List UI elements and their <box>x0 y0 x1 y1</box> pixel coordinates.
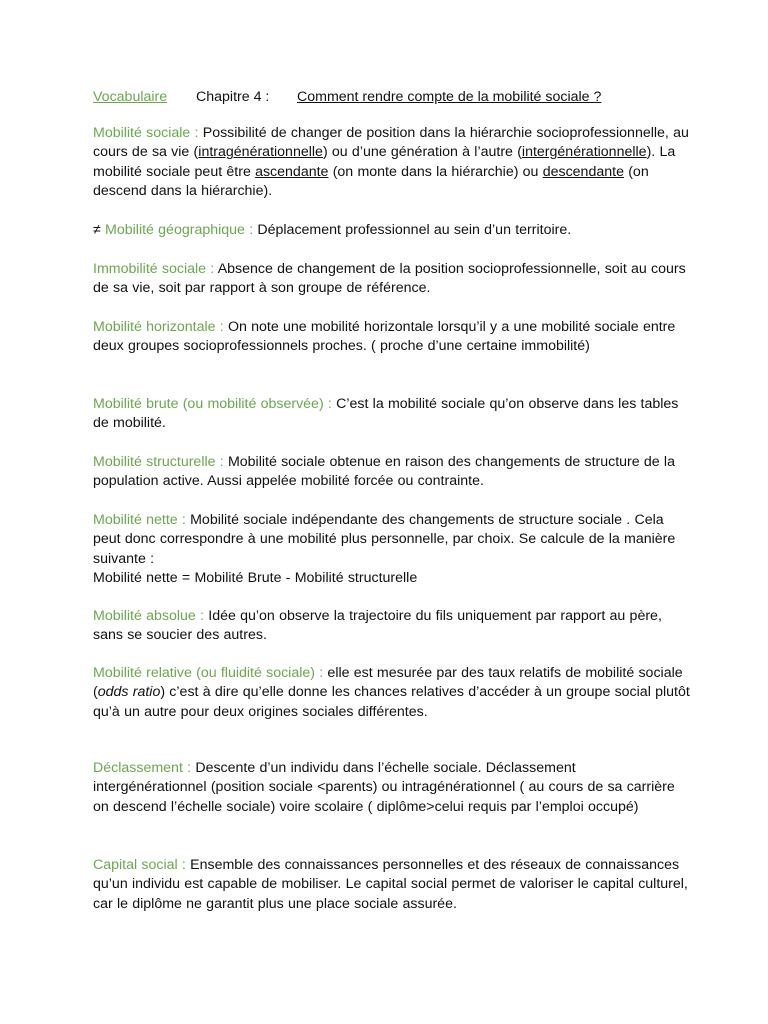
term-label: Mobilité nette : <box>93 512 186 528</box>
underlined-term: intergénérationnelle <box>521 144 647 161</box>
definition-text: C’est la mobilité sociale qu’on observe dans les tables de mobilité. <box>93 396 679 432</box>
definition-text: Déplacement professionnel au sein d’un territoire. <box>253 222 572 238</box>
definition-text: elle est mesurée par des taux relatifs de mobilité sociale ( <box>93 665 683 701</box>
chapter-number: Chapitre 4 : <box>196 89 270 105</box>
formula-text: Mobilité nette = Mobilité Brute - Mobilité structurelle <box>93 570 418 587</box>
definition-text: Mobilité sociale indépendante des changements de structure sociale . Cela peut donc correspondre à une mobilité plus personnelle, par choix. Se calcule de la manière suivante : <box>93 512 676 567</box>
term-label: Mobilité relative (ou fluidité sociale) : <box>93 665 324 681</box>
definition-text: ) c’est à dire qu’elle donne les chances relatives d’accéder à un groupe social plutôt qu’à un autre pour deux origines sociales différentes. <box>93 684 690 720</box>
entry-mobilite-relative <box>93 664 693 722</box>
chapter-title: Comment rendre compte de la mobilité sociale ? <box>297 89 602 105</box>
entry-mobilite-absolue <box>93 607 693 646</box>
vocab-label: Vocabulaire <box>93 89 168 105</box>
not-equal-symbol: ≠ <box>93 222 101 238</box>
definition-text: Mobilité sociale obtenue en raison des changements de structure de la population active. Aussi appelée mobilité forcée ou contrainte. <box>93 454 675 490</box>
underlined-term: ascendante <box>255 163 329 180</box>
term-label: Mobilité brute (ou mobilité observée) : <box>93 396 332 412</box>
definition-text: On note une mobilité horizontale lorsqu’il y a une mobilité sociale entre deux groupes socioprofessionnels proches. ( proche d’une certaine immobilité) <box>93 319 676 355</box>
term-label: Capital social : <box>93 857 186 873</box>
underlined-term: intragénérationnelle <box>198 144 323 161</box>
definition-text: Descente d’un individu dans l’échelle sociale. Déclassement intergénérationnel (position sociale <parents) ou intragénérationnel ( au cours de sa carrière on descend l’échelle sociale) voire scolaire ( diplôme>celui requis par l’emploi occupé) <box>93 760 675 815</box>
definition-text: Possibilité de changer de position dans la hiérarchie socioprofessionnelle, au cours de sa vie ( <box>93 125 689 161</box>
definition-text: Absence de changement de la position socioprofessionnelle, soit au cours de sa vie, soit par rapport à son groupe de référence. <box>93 261 686 297</box>
entry-mobilite-geographique <box>93 221 693 240</box>
term-label: Mobilité géographique : <box>100 222 254 238</box>
term-label: Immobilité sociale : <box>93 261 215 277</box>
term-label: Déclassement : <box>93 760 192 776</box>
entry-mobilite-structurelle <box>93 453 693 492</box>
definition-text: Ensemble des connaissances personnelles et des réseaux de connaissances qu’un individu est capable de mobiliser. Le capital social permet de valoriser le capital culturel, car le diplôme ne garantit plus une place sociale assurée. <box>93 857 688 912</box>
entry-declassement <box>93 759 693 817</box>
term-label: Mobilité absolue : <box>93 608 205 624</box>
term-label: Mobilité structurelle : <box>93 454 224 470</box>
term-label: Mobilité sociale : <box>93 125 199 141</box>
definition-text: ). La mobilité sociale peut être <box>93 144 676 180</box>
entry-mobilite-sociale <box>93 124 693 202</box>
chapter-header <box>93 88 602 106</box>
term-label: Mobilité horizontale : <box>93 319 224 335</box>
definition-text: (on monte dans la hiérarchie) ou <box>328 163 543 180</box>
entry-mobilite-brute <box>93 395 693 434</box>
italic-term: odds ratio <box>97 684 161 701</box>
entry-mobilite-nette <box>93 511 693 589</box>
underlined-term: descendante <box>542 163 624 180</box>
entry-mobilite-horizontale <box>93 318 693 357</box>
definition-text: (on descend dans la hiérarchie). <box>93 163 649 200</box>
definition-text: ) ou d’une génération à l’autre ( <box>322 144 522 161</box>
definition-text: Idée qu’on observe la trajectoire du fils uniquement par rapport au père, sans se soucier des autres. <box>93 608 662 644</box>
entry-immobilite-sociale <box>93 260 693 299</box>
entry-capital-social <box>93 856 693 914</box>
